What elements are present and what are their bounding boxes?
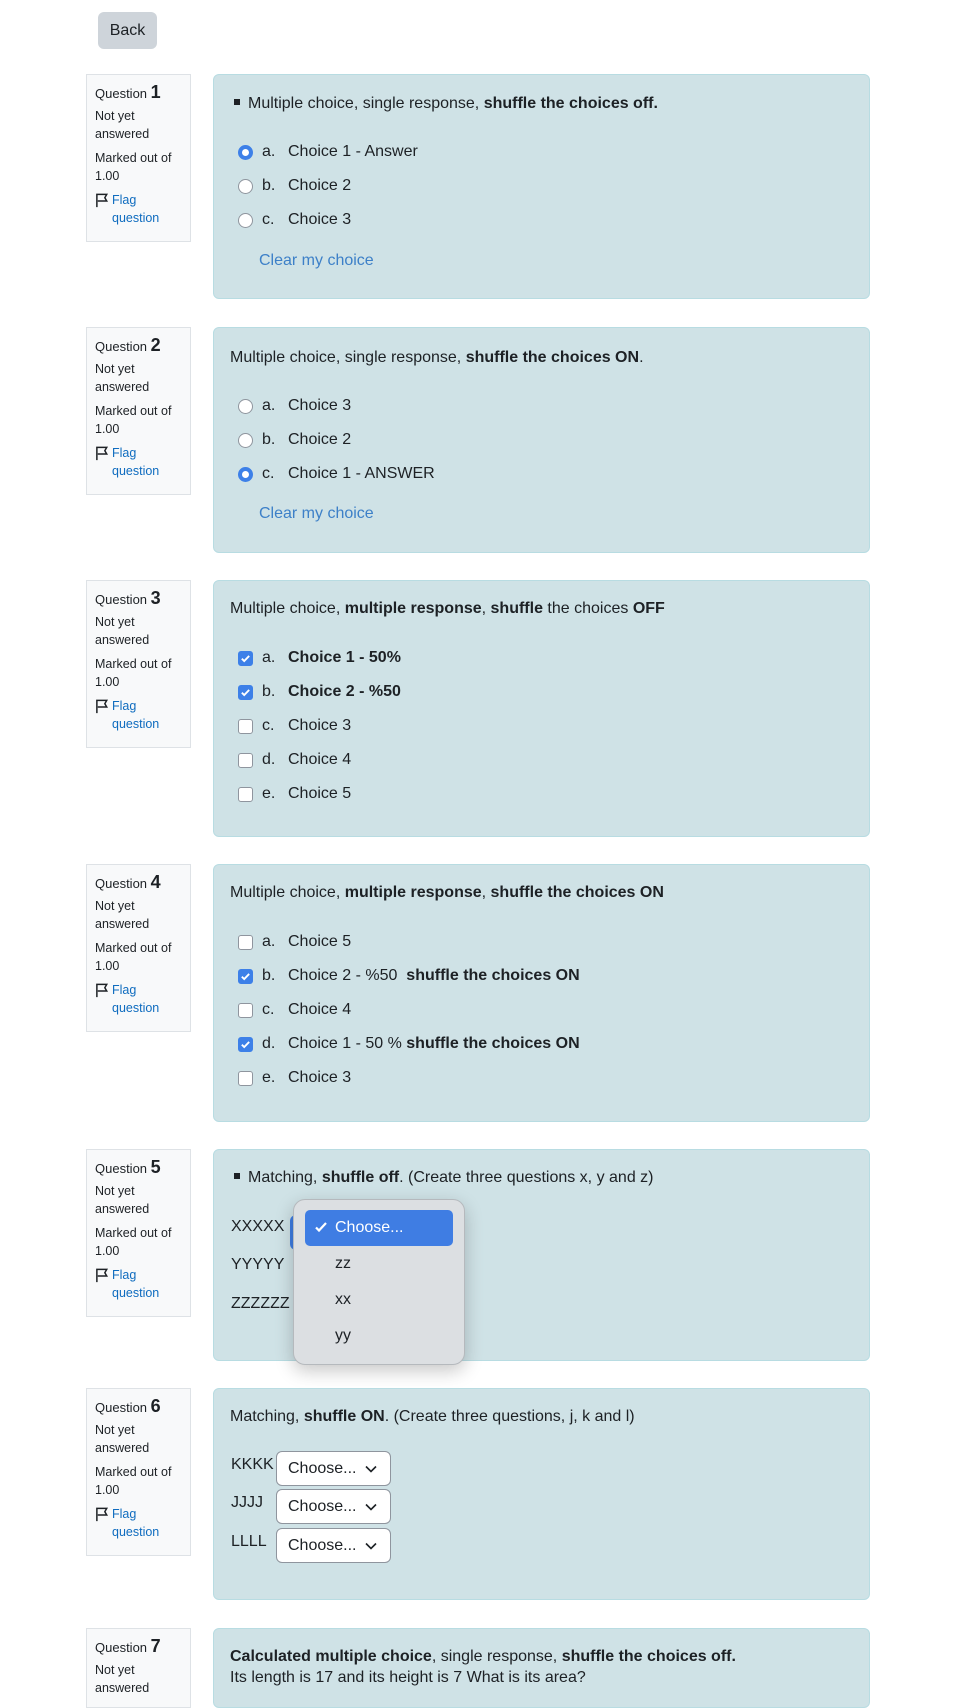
checkmark-icon	[240, 971, 251, 982]
question-info-4	[86, 864, 191, 1032]
question-info-6	[86, 1388, 191, 1556]
checkbox[interactable]	[238, 1003, 253, 1018]
question-info-2	[86, 327, 191, 495]
question-state: Not yet answered	[95, 1663, 150, 1695]
radio-button[interactable]	[238, 467, 253, 482]
dropdown-option[interactable]: zz	[335, 1255, 351, 1272]
question-state: Not yet answered	[95, 362, 150, 394]
question-info-5	[86, 1149, 191, 1317]
match-stem-label: KKKK	[231, 1456, 274, 1473]
flag-icon	[95, 983, 110, 998]
answer-option-c[interactable]: c. Choice 4	[238, 999, 351, 1021]
question-word: Question	[95, 86, 148, 101]
question-text: Matching, shuffle off. (Create three questions x, y and z)	[214, 1168, 653, 1188]
question-grade: Marked out of 1.00	[95, 657, 172, 689]
answer-option-a[interactable]: a. Choice 5	[238, 931, 351, 953]
question-word: Question	[95, 339, 148, 354]
answer-option-c[interactable]: c. Choice 1 - ANSWER	[238, 463, 435, 485]
flag-question-link[interactable]	[95, 444, 183, 480]
question-word: Question	[95, 876, 148, 891]
answer-option-d[interactable]: d. Choice 1 - 50 % shuffle the choices ON	[238, 1033, 580, 1055]
question-word: Question	[95, 1161, 148, 1176]
flag-icon	[95, 1507, 110, 1522]
question-word: Question	[95, 1400, 148, 1415]
answer-option-c[interactable]: c. Choice 3	[238, 209, 351, 231]
select-dropdown-menu	[293, 1199, 465, 1365]
clear-choice-link[interactable]: Clear my choice	[259, 505, 374, 522]
checkbox[interactable]	[238, 1037, 253, 1052]
flag-question-link[interactable]	[95, 191, 183, 227]
question-number: 1	[150, 82, 161, 102]
match-stem-label: XXXXX	[231, 1218, 285, 1235]
question-grade: Marked out of 1.00	[95, 404, 172, 436]
question-text: Multiple choice, multiple response, shuffle the choices ON	[230, 884, 664, 901]
checkbox[interactable]	[238, 787, 253, 802]
question-state: Not yet answered	[95, 615, 150, 647]
answer-option-a[interactable]: a. Choice 1 - 50%	[238, 647, 401, 669]
answer-option-b[interactable]: b. Choice 2 - %50 shuffle the choices ON	[238, 965, 580, 987]
checkbox[interactable]	[238, 685, 253, 700]
question-grade: Marked out of 1.00	[95, 941, 172, 973]
flag-question-link[interactable]	[95, 1505, 183, 1541]
checkbox[interactable]	[238, 651, 253, 666]
checkmark-icon	[240, 687, 251, 698]
question-info-3	[86, 580, 191, 748]
question-state: Not yet answered	[95, 109, 150, 141]
checkmark-icon	[314, 1220, 328, 1234]
question-text: Multiple choice, multiple response, shuffle the choices OFF	[230, 600, 665, 617]
back-button[interactable]: Back	[98, 12, 157, 49]
answer-option-e[interactable]: e. Choice 3	[238, 1067, 351, 1089]
answer-option-e[interactable]: e. Choice 5	[238, 783, 351, 805]
question-number: 6	[150, 1396, 161, 1416]
radio-button[interactable]	[238, 399, 253, 414]
question-state: Not yet answered	[95, 1184, 150, 1216]
bullet-icon	[234, 1173, 240, 1179]
flag-icon	[95, 699, 110, 714]
question-grade: Marked out of 1.00	[95, 1465, 172, 1497]
question-number: 4	[150, 872, 161, 892]
flag-icon	[95, 1268, 110, 1283]
question-word: Question	[95, 1640, 148, 1655]
checkmark-icon	[240, 1039, 251, 1050]
question-text: Matching, shuffle ON. (Create three questions, j, k and l)	[230, 1408, 635, 1425]
checkbox[interactable]	[238, 969, 253, 984]
question-text: Multiple choice, single response, shuffle the choices ON.	[230, 349, 644, 366]
question-info-1	[86, 74, 191, 242]
checkmark-icon	[240, 653, 251, 664]
question-number: 5	[150, 1157, 161, 1177]
answer-option-b[interactable]: b. Choice 2 - %50	[238, 681, 401, 703]
question-content-3	[213, 580, 870, 837]
match-stem-label: JJJJ	[231, 1494, 263, 1511]
flag-question-label: Flag question	[112, 1507, 160, 1539]
match-select[interactable]: Choose...	[276, 1489, 391, 1524]
flag-question-label: Flag question	[112, 699, 160, 731]
flag-question-label: Flag question	[112, 446, 160, 478]
question-grade: Marked out of 1.00	[95, 151, 172, 183]
chevron-down-icon	[365, 1541, 377, 1551]
match-stem-label: LLLL	[231, 1533, 267, 1550]
checkbox[interactable]	[238, 753, 253, 768]
question-text: Multiple choice, single response, shuffle the choices off.	[214, 94, 658, 114]
question-content-1	[213, 74, 870, 299]
match-stem-label: YYYYY	[231, 1256, 285, 1273]
question-state: Not yet answered	[95, 899, 150, 931]
checkbox[interactable]	[238, 1071, 253, 1086]
question-content-4	[213, 864, 870, 1122]
question-state: Not yet answered	[95, 1423, 150, 1455]
question-content-2	[213, 327, 870, 553]
question-content-7	[213, 1628, 870, 1708]
dropdown-option[interactable]: yy	[335, 1327, 351, 1344]
answer-option-c[interactable]: c. Choice 3	[238, 715, 351, 737]
question-content-6	[213, 1388, 870, 1600]
answer-option-a[interactable]: a. Choice 3	[238, 395, 351, 417]
clear-choice-link[interactable]: Clear my choice	[259, 252, 374, 269]
flag-icon	[95, 193, 110, 208]
answer-option-d[interactable]: d. Choice 4	[238, 749, 351, 771]
checkbox[interactable]	[238, 719, 253, 734]
answer-option-b[interactable]: b. Choice 2	[238, 429, 351, 451]
question-number: 7	[150, 1636, 161, 1656]
flag-question-label: Flag question	[112, 1268, 160, 1300]
answer-option-b[interactable]: b. Choice 2	[238, 175, 351, 197]
match-select[interactable]: Choose...	[276, 1528, 391, 1563]
question-grade: Marked out of 1.00	[95, 1226, 172, 1258]
match-stem-label: ZZZZZZ	[231, 1295, 290, 1312]
radio-button[interactable]	[238, 145, 253, 160]
checkbox[interactable]	[238, 935, 253, 950]
radio-button[interactable]	[238, 433, 253, 448]
chevron-down-icon	[365, 1502, 377, 1512]
match-select[interactable]: Choose...	[276, 1451, 391, 1486]
radio-button[interactable]	[238, 179, 253, 194]
flag-icon	[95, 446, 110, 461]
question-text: Calculated multiple choice, single response, shuffle the choices off.	[230, 1648, 736, 1665]
question-text-line2: Its length is 17 and its height is 7 What is its area?	[230, 1669, 586, 1686]
flag-question-link[interactable]	[95, 1266, 183, 1302]
dropdown-option-choose[interactable]: Choose...	[305, 1210, 453, 1246]
flag-question-link[interactable]	[95, 981, 183, 1017]
flag-question-label: Flag question	[112, 983, 160, 1015]
flag-question-link[interactable]	[95, 697, 183, 733]
bullet-icon	[234, 99, 240, 105]
question-number: 2	[150, 335, 161, 355]
flag-question-label: Flag question	[112, 193, 160, 225]
answer-option-a[interactable]: a. Choice 1 - Answer	[238, 141, 418, 163]
dropdown-option[interactable]: xx	[335, 1291, 351, 1308]
radio-button[interactable]	[238, 213, 253, 228]
chevron-down-icon	[365, 1464, 377, 1474]
question-info-7	[86, 1628, 191, 1708]
question-word: Question	[95, 592, 148, 607]
question-number: 3	[150, 588, 161, 608]
